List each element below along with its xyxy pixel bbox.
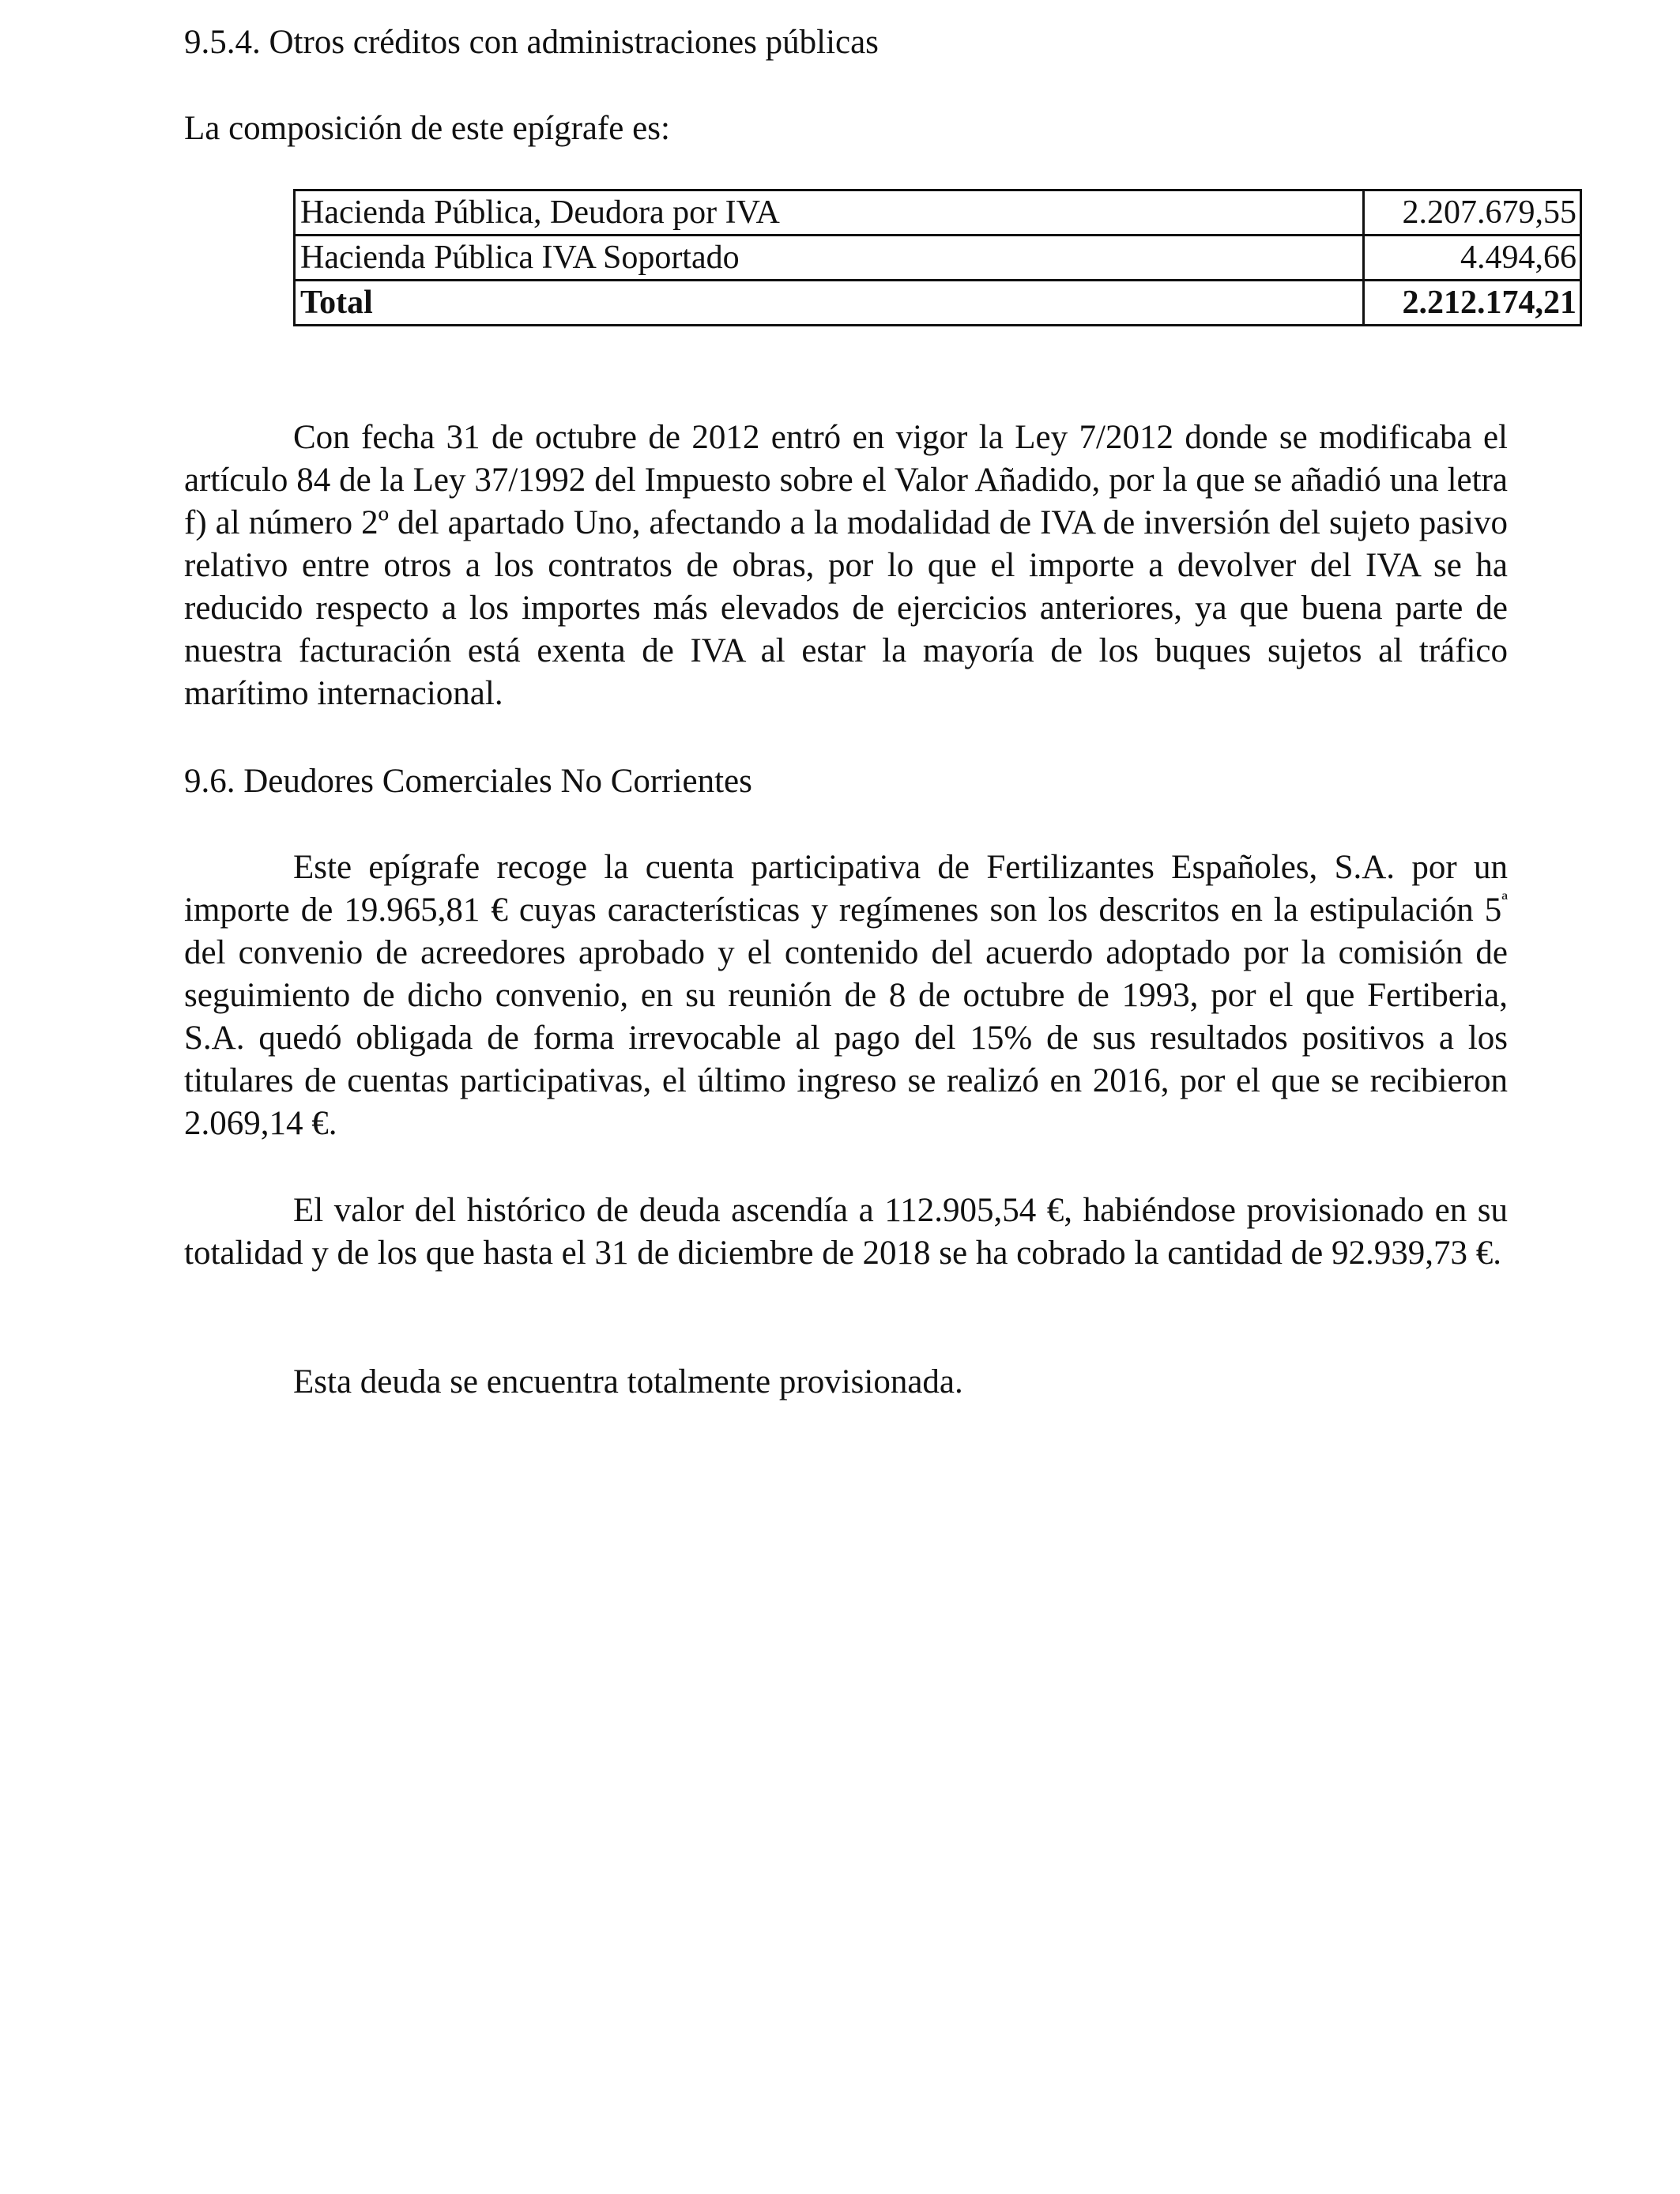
composition-table <box>293 189 1582 326</box>
row-amount: 2.207.679,55 <box>1364 190 1581 236</box>
table-row <box>295 236 1581 281</box>
row-label: Hacienda Pública IVA Soportado <box>295 236 1364 281</box>
paragraph-text-part-2: del convenio de acreedores aprobado y el contenido del acuerdo adoptado por la comisión de seguimiento de dicho convenio, en su reunión de 8 de octubre de 1993, por el que Fertiberia, S.A. quedó obligada de forma irrevocable al pago del 15% de sus resultados positivos a los titulares de cuentas participativas, el último ingreso se realizó en 2016, por el que se recibieron 2.069,14 €. <box>184 934 1508 1142</box>
provision-paragraph: Esta deuda se encuentra totalmente provisionada. <box>293 1363 963 1400</box>
row-label: Hacienda Pública, Deudora por IVA <box>295 190 1364 236</box>
section-heading-96: 9.6. Deudores Comerciales No Corrientes <box>184 763 752 800</box>
cuenta-participativa-paragraph <box>184 846 1508 1145</box>
section-heading-954: 9.5.4. Otros créditos con administraciones públicas <box>184 24 879 61</box>
table-intro: La composición de este epígrafe es: <box>184 110 670 147</box>
table-row <box>295 190 1581 236</box>
table-total-row <box>295 281 1581 326</box>
paragraph-text-part-1: Este epígrafe recoge la cuenta participativa de Fertilizantes Españoles, S.A. por un importe de 19.965,81 € cuyas características y regímenes son los descritos en la estipulación 5 <box>184 849 1508 929</box>
ordinal-superscript: ª <box>1501 889 1508 914</box>
total-amount: 2.212.174,21 <box>1364 281 1581 326</box>
total-label: Total <box>295 281 1364 326</box>
row-amount: 4.494,66 <box>1364 236 1581 281</box>
iva-paragraph: Con fecha 31 de octubre de 2012 entró en vigor la Ley 7/2012 donde se modificaba el artículo 84 de la Ley 37/1992 del Impuesto sobre el Valor Añadido, por la que se añadió una letra f) al número 2º del apartado Uno, afectando a la modalidad de IVA de inversión del sujeto pasivo relativo entre otros a los contratos de obras, por lo que el importe a devolver del IVA se ha reducido respecto a los importes más elevados de ejercicios anteriores, ya que buena parte de nuestra facturación está exenta de IVA al estar la mayoría de los buques sujetos al tráfico marítimo internacional. <box>184 419 1508 712</box>
historico-deuda-paragraph: El valor del histórico de deuda ascendía a 112.905,54 €, habiéndose provisionado en su totalidad y de los que hasta el 31 de diciembre de 2018 se ha cobrado la cantidad de 92.939,73 €. <box>184 1192 1508 1272</box>
